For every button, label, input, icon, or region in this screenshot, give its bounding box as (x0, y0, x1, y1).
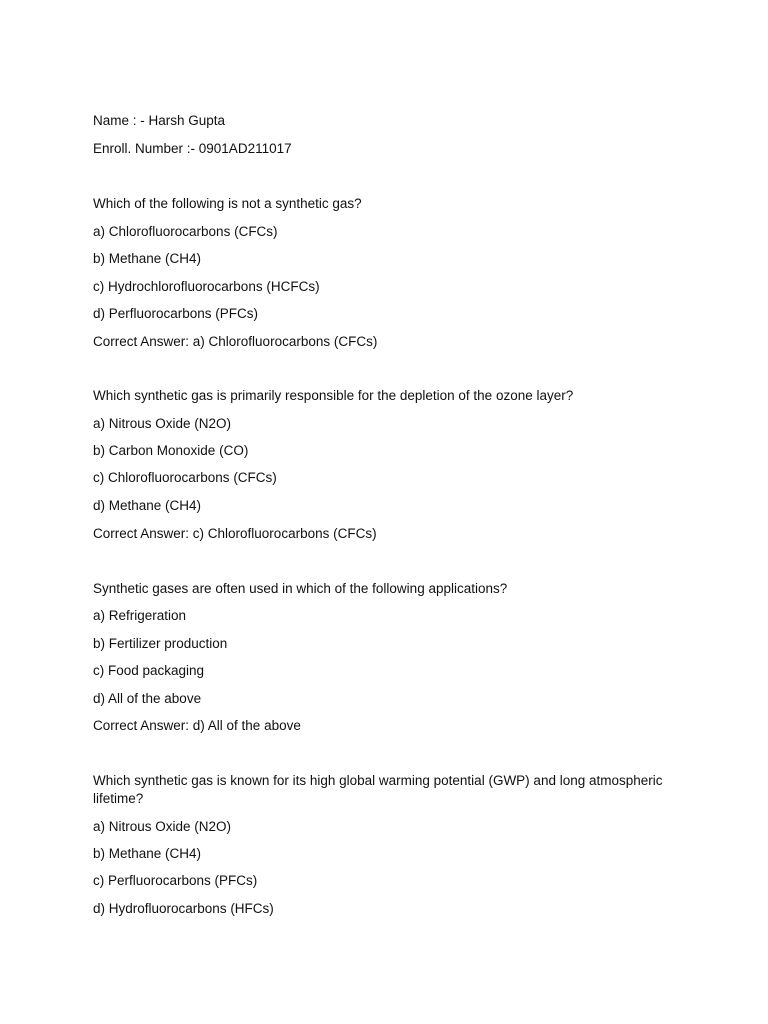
question-2-option-a: a) Nitrous Oxide (N2O) (93, 416, 232, 431)
question-4-option-c: c) Perfluorocarbons (PFCs) (93, 873, 258, 888)
enrollment-number: Enroll. Number :- 0901AD211017 (93, 141, 292, 156)
question-3-answer: Correct Answer: d) All of the above (93, 718, 301, 733)
question-3-option-d: d) All of the above (93, 691, 202, 706)
student-name: Name : - Harsh Gupta (93, 113, 226, 128)
question-3-option-a: a) Refrigeration (93, 608, 187, 623)
question-3-option-b: b) Fertilizer production (93, 636, 228, 651)
question-3-option-c: c) Food packaging (93, 663, 205, 678)
question-1-text: Which of the following is not a synthetic gas? (93, 196, 362, 211)
question-4-option-a: a) Nitrous Oxide (N2O) (93, 819, 232, 834)
question-2-text: Which synthetic gas is primarily responsible for the depletion of the ozone layer? (93, 388, 574, 403)
question-2-option-b: b) Carbon Monoxide (CO) (93, 443, 249, 458)
question-1-option-a: a) Chlorofluorocarbons (CFCs) (93, 224, 278, 239)
question-1-option-c: c) Hydrochlorofluorocarbons (HCFCs) (93, 279, 320, 294)
question-4-text: Which synthetic gas is known for its high global warming potential (GWP) and long atmospheric lifetime? (93, 773, 663, 806)
question-2-option-c: c) Chlorofluorocarbons (CFCs) (93, 470, 277, 485)
question-4-option-b: b) Methane (CH4) (93, 846, 202, 861)
question-2-option-d: d) Methane (CH4) (93, 498, 202, 513)
question-1-option-b: b) Methane (CH4) (93, 251, 202, 266)
question-1-option-d: d) Perfluorocarbons (PFCs) (93, 306, 259, 321)
question-4-option-d: d) Hydrofluorocarbons (HFCs) (93, 901, 274, 916)
question-3-text: Synthetic gases are often used in which of the following applications? (93, 581, 508, 596)
question-2-answer: Correct Answer: c) Chlorofluorocarbons (CFCs) (93, 526, 377, 541)
question-1-answer: Correct Answer: a) Chlorofluorocarbons (CFCs) (93, 334, 378, 349)
